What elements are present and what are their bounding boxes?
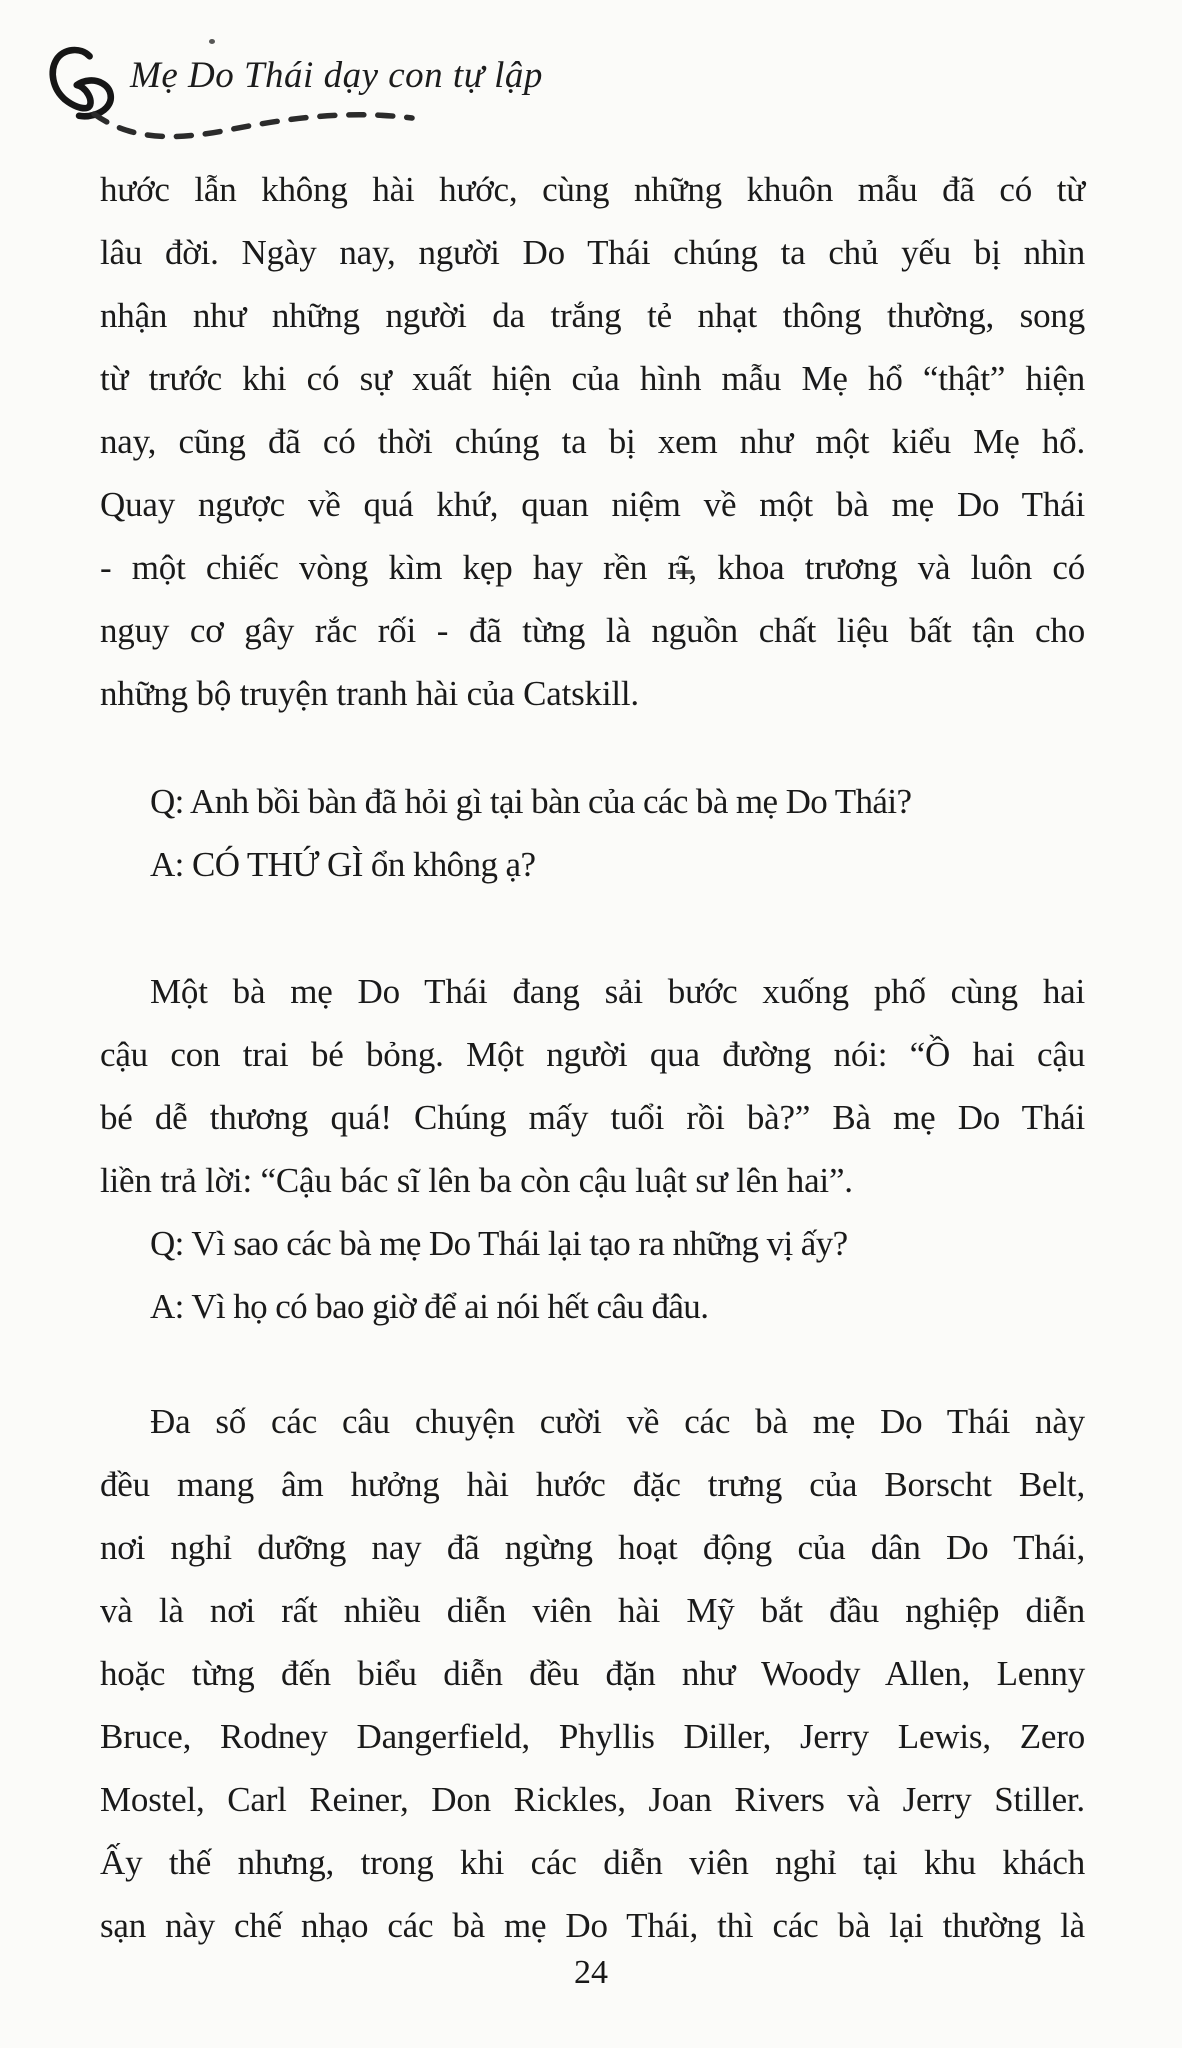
text-line: Đa số các câu chuyện cười về các bà mẹ Do Thái này [150,1402,1085,1441]
joke-qa-block [100,770,1085,896]
joke-qa-block [100,1212,1085,1338]
text-line: liền trả lời: “Cậu bác sĩ lên ba còn cậu luật sư lên hai”. [100,1161,853,1200]
text-line: cậu con trai bé bỏng. Một người qua đường nói: “Ồ hai cậu [100,1035,1085,1074]
page-footer [0,1948,1182,1998]
text-line: và là nơi rất nhiều diễn viên hài Mỹ bắt đầu nghiệp diễn [100,1591,1085,1630]
text-line: Bruce, Rodney Dangerfield, Phyllis Diller, Jerry Lewis, Zero [100,1717,1085,1756]
text-line: từ trước khi có sự xuất hiện của hình mẫu Mẹ hổ “thật” hiện [100,359,1085,398]
page-body [100,158,1085,1957]
text-line: sạn này chế nhạo các bà mẹ Do Thái, thì các bà lại thường là [100,1906,1085,1945]
text-line: Q: Vì sao các bà mẹ Do Thái lại tạo ra những vị ấy? [150,1224,848,1263]
text-line: nơi nghỉ dưỡng nay đã ngừng hoạt động của dân Do Thái, [100,1528,1085,1567]
text-line: nay, cũng đã có thời chúng ta bị xem như một kiểu Mẹ hổ. [100,422,1085,461]
page-header [0,0,1182,150]
text-line: hoặc từng đến biểu diễn đều đặn như Woody Allen, Lenny [100,1654,1085,1693]
text-line: A: CÓ THỨ GÌ ổn không ạ? [150,845,536,884]
body-paragraph [100,1390,1085,1957]
body-paragraph [100,158,1085,725]
text-line: hước lẫn không hài hước, cùng những khuôn mẫu đã có từ [100,170,1085,209]
text-line: Q: Anh bồi bàn đã hỏi gì tại bàn của các bà mẹ Do Thái? [150,782,912,821]
page-number: 24 [574,1954,608,1991]
scan-artifact-dot [209,39,215,44]
dashed-underline [88,100,418,148]
text-line: Quay ngược về quá khứ, quan niệm về một bà mẹ Do Thái [100,485,1085,524]
text-line: - một chiếc vòng kìm kẹp hay rền rĩ, khoa trương và luôn có [100,548,1085,587]
text-line: A: Vì họ có bao giờ để ai nói hết câu đâu. [150,1287,709,1326]
text-line: Ấy thế nhưng, trong khi các diễn viên nghỉ tại khu khách [100,1843,1085,1882]
text-line: bé dễ thương quá! Chúng mấy tuổi rồi bà?” Bà mẹ Do Thái [100,1098,1085,1137]
text-line: đều mang âm hưởng hài hước đặc trưng của Borscht Belt, [100,1465,1085,1504]
text-line: những bộ truyện tranh hài của Catskill. [100,674,639,713]
text-line: nhận như những người da trắng tẻ nhạt thông thường, song [100,296,1085,335]
body-paragraph [100,960,1085,1212]
text-line: Một bà mẹ Do Thái đang sải bước xuống phố cùng hai [150,972,1085,1011]
text-line: nguy cơ gây rắc rối - đã từng là nguồn chất liệu bất tận cho [100,611,1085,650]
text-line: Mostel, Carl Reiner, Don Rickles, Joan Rivers và Jerry Stiller. [100,1780,1085,1819]
text-line: lâu đời. Ngày nay, người Do Thái chúng ta chủ yếu bị nhìn [100,233,1085,272]
chapter-title: Mẹ Do Thái dạy con tự lập [130,55,543,96]
